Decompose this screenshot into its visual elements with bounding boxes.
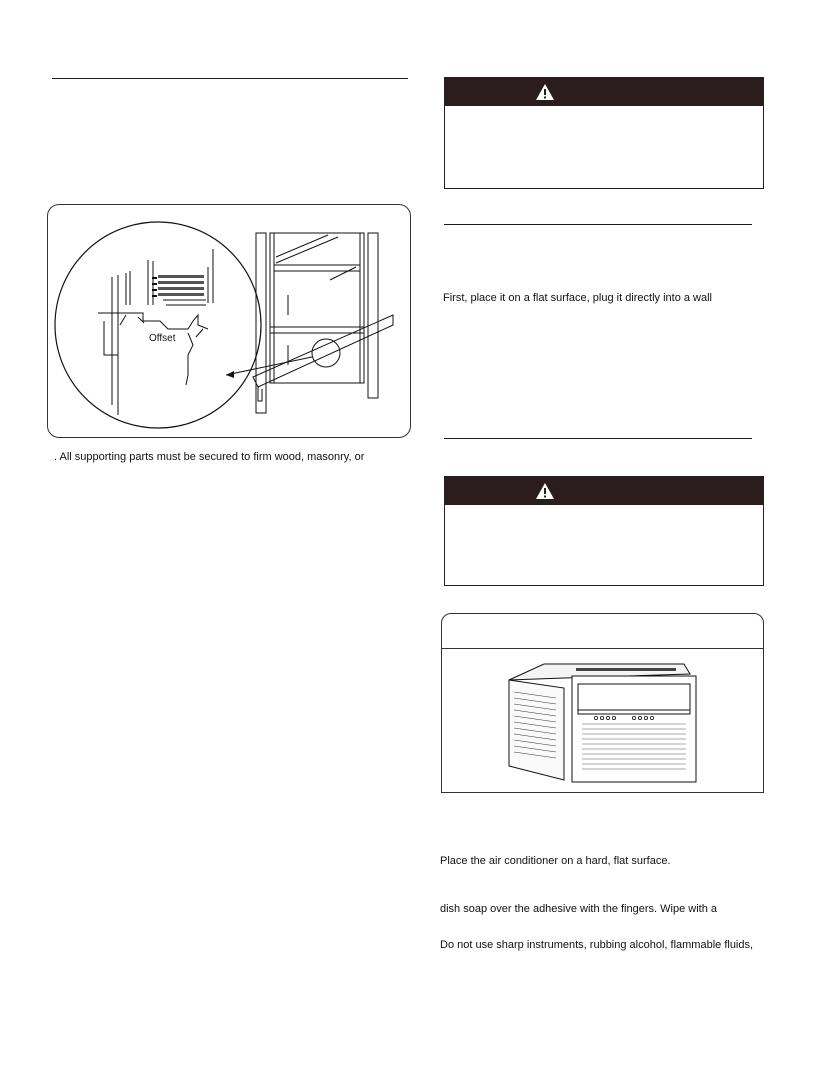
warning-header-2 bbox=[445, 477, 763, 505]
warning-box-2 bbox=[444, 476, 764, 586]
right-section-rule-1 bbox=[444, 224, 752, 225]
warning-header-1 bbox=[445, 78, 763, 106]
figure-header-divider bbox=[442, 648, 763, 649]
supporting-parts-text: . All supporting parts must be secured to firm wood, masonry, or bbox=[54, 451, 365, 463]
air-conditioner-figure bbox=[441, 613, 764, 793]
sharp-instruments-text: Do not use sharp instruments, rubbing alcohol, flammable fluids, bbox=[440, 939, 754, 951]
warning-box-1 bbox=[444, 77, 764, 189]
dish-soap-text: dish soap over the adhesive with the fingers. Wipe with a bbox=[440, 903, 717, 915]
left-section-rule bbox=[52, 78, 408, 79]
hard-flat-surface-text: Place the air conditioner on a hard, flat surface. bbox=[440, 855, 671, 867]
offset-label: Offset bbox=[149, 333, 176, 344]
warning-triangle-icon bbox=[535, 83, 555, 101]
window-sill-diagram bbox=[48, 205, 410, 437]
air-conditioner-illustration bbox=[504, 662, 704, 784]
right-section-rule-2 bbox=[444, 438, 752, 439]
flat-surface-text: First, place it on a flat surface, plug it directly into a wall bbox=[443, 292, 713, 304]
warning-triangle-icon bbox=[535, 482, 555, 500]
window-sill-figure bbox=[47, 204, 411, 438]
